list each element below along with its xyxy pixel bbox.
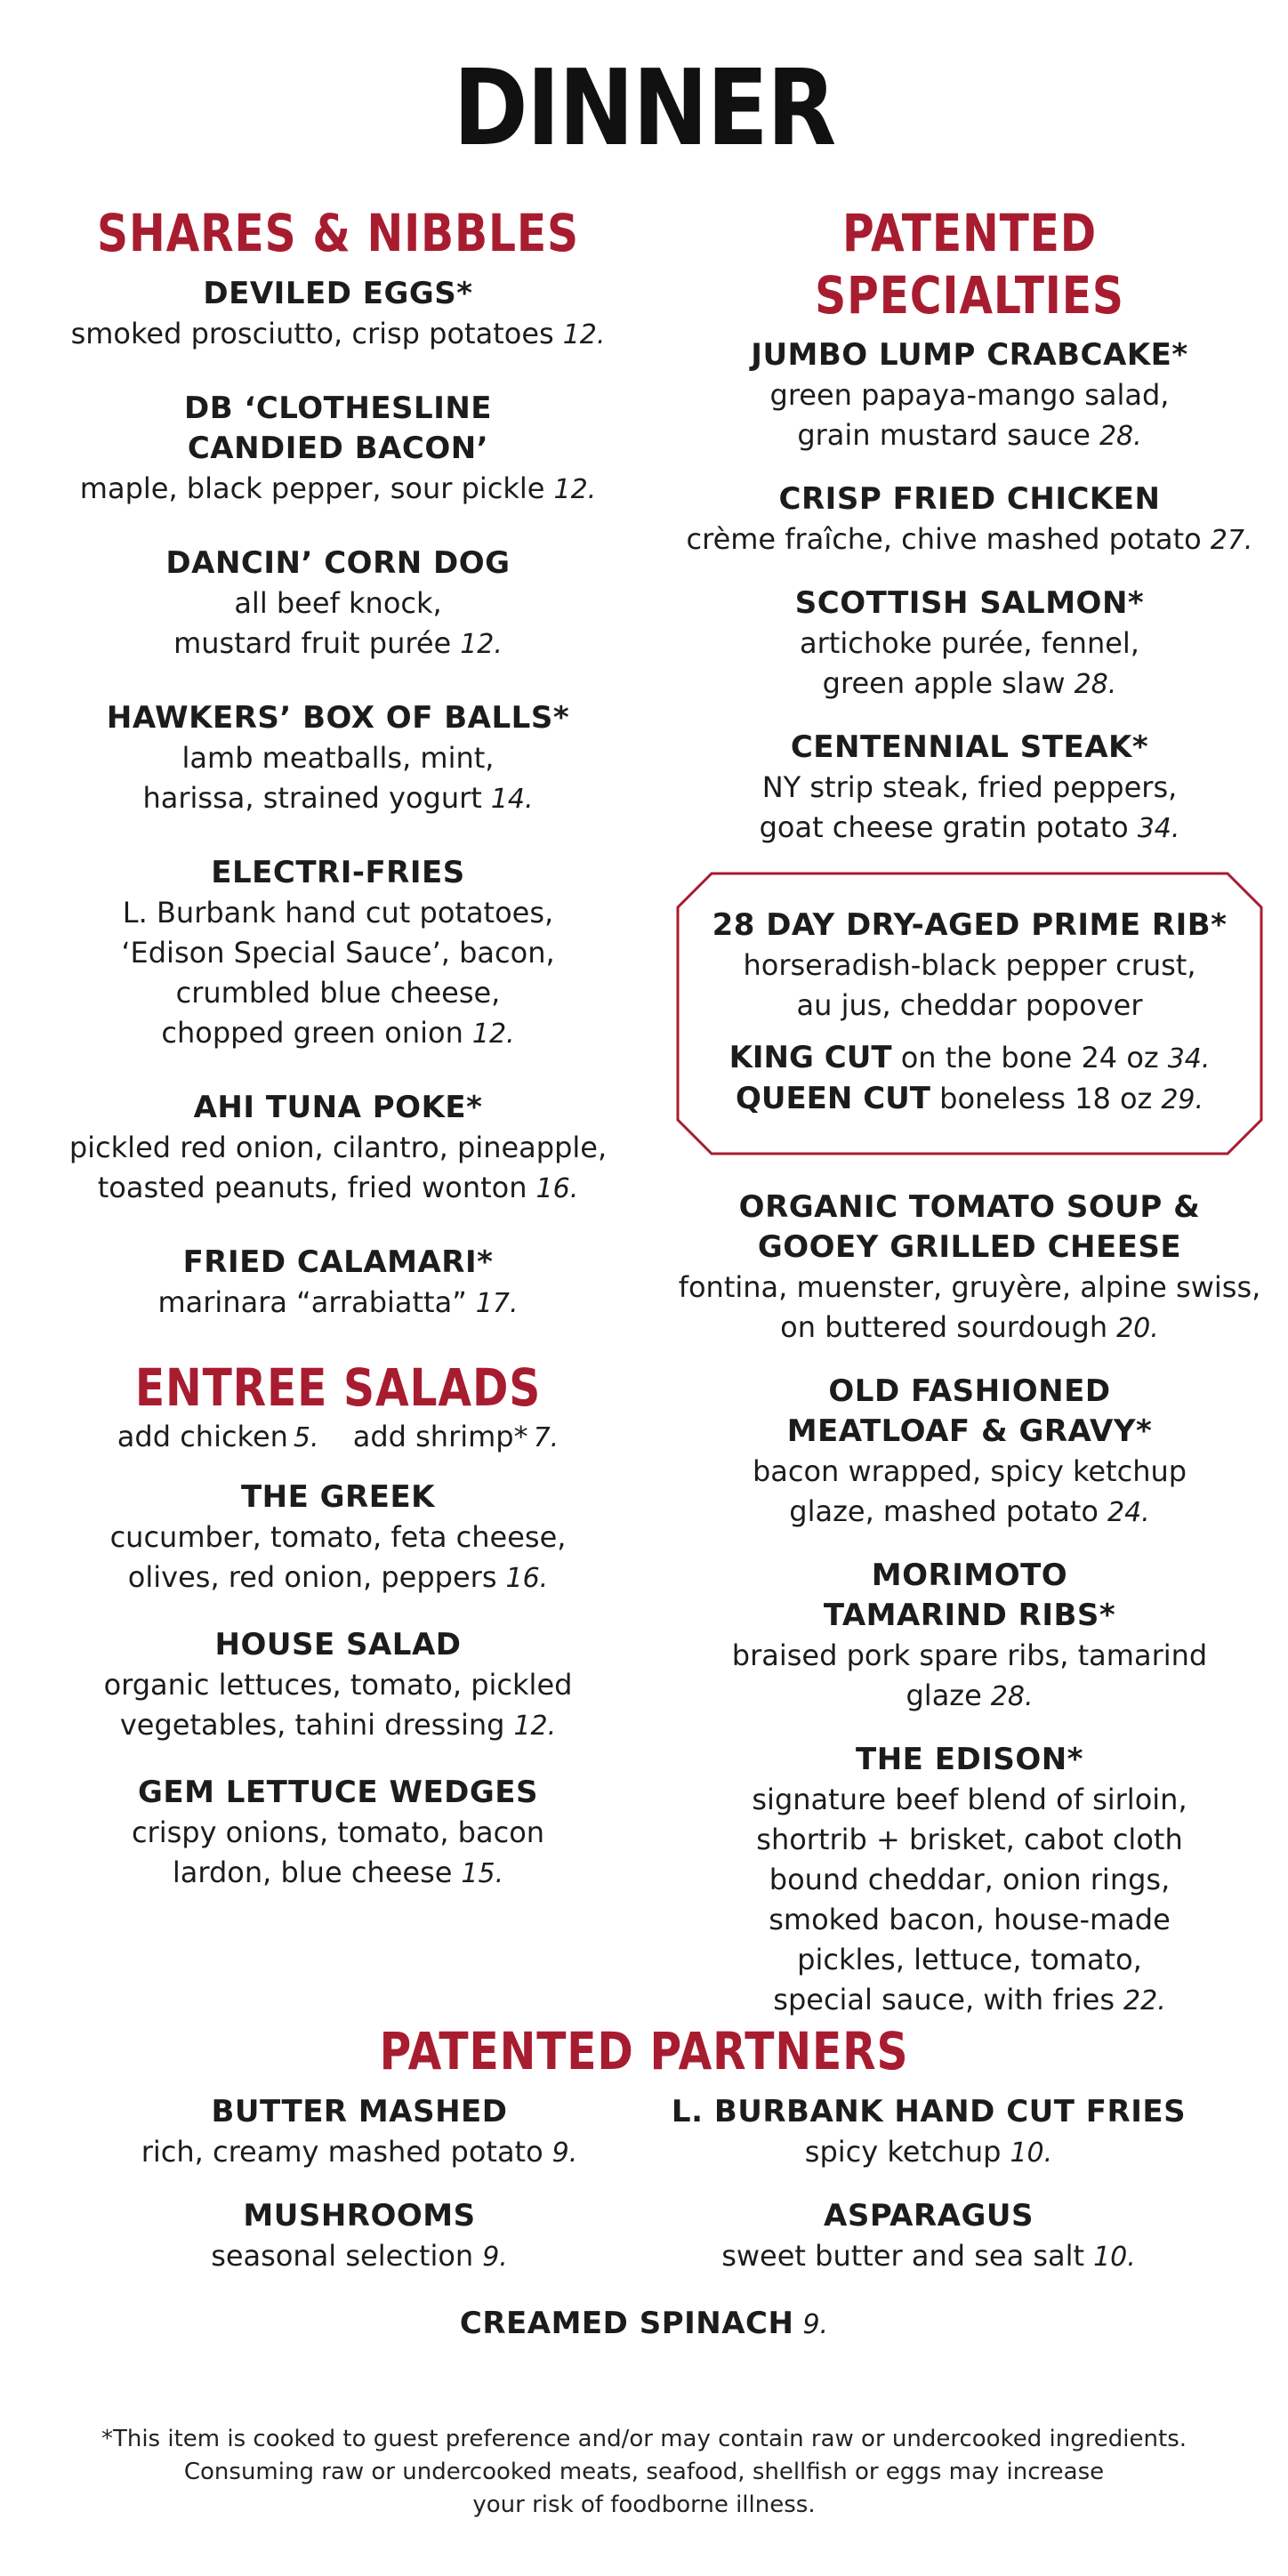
menu-item-desc-text: lardon, blue cheese: [172, 1856, 453, 1890]
menu-item-name: GEM LETTUCE WEDGES: [137, 1775, 539, 1811]
menu-item: [676, 1556, 1263, 1717]
menu-item-desc: [36, 1558, 640, 1598]
menu-item-desc: [36, 624, 640, 664]
menu-item-desc-text: smoked bacon, house-made: [769, 1903, 1171, 1937]
menu-item-price: 34.: [1137, 813, 1180, 845]
menu-item-name: MUSHROOMS: [243, 2197, 476, 2234]
king-cut-desc: on the bone 24 oz: [900, 1041, 1159, 1075]
menu-item-name: JUMBO LUMP CRABCAKE*: [751, 337, 1188, 374]
menu-item-desc: [676, 375, 1263, 415]
menu-item: [676, 584, 1263, 704]
menu-item-desc: [644, 2132, 1213, 2173]
footnote-line-1: *This item is cooked to guest preference and/or may contain raw or undercooked ingredients.: [101, 2426, 1187, 2452]
menu-item-desc-text: smoked prosciutto, crisp potatoes: [70, 316, 554, 350]
menu-item-name: THE EDISON*: [856, 1742, 1083, 1778]
menu-item-name: GOOEY GRILLED CHEESE: [757, 1229, 1182, 1266]
menu-item-name: AHI TUNA POKE*: [193, 1089, 483, 1125]
menu-item-desc-text: organic lettuces, tomato, pickled: [103, 1668, 573, 1703]
menu-item-desc: [36, 1128, 640, 1168]
menu-item: [36, 1773, 640, 1894]
menu-item-name: MEATLOAF & GRAVY*: [786, 1413, 1153, 1450]
menu-item-price: 12.: [553, 473, 597, 505]
menu-item-desc-text: sweet butter and sea salt: [721, 2238, 1085, 2273]
menu-item: [676, 479, 1263, 560]
partners-left-column: [75, 2092, 644, 2300]
menu-item-desc: [644, 2236, 1213, 2277]
menu-item-desc-text: chopped green onion: [161, 1015, 463, 1050]
menu-item: [676, 1740, 1263, 2021]
menu-item-price: 28.: [1099, 421, 1142, 453]
prime-rib-desc-1: horseradish-black pepper crust,: [743, 948, 1196, 983]
menu-item-price: 17.: [475, 1287, 519, 1319]
menu-item-desc-text: cucumber, tomato, feta cheese,: [109, 1520, 567, 1555]
menu-item-name: ORGANIC TOMATO SOUP &: [738, 1189, 1201, 1226]
menu-item: [676, 335, 1263, 456]
section-heading-salads: ENTREE SALADS: [134, 1356, 542, 1418]
menu-item-desc: [36, 778, 640, 819]
section-heading-shares: SHARES & NIBBLES: [97, 203, 579, 263]
menu-item: [676, 1187, 1263, 1348]
king-cut-name: KING CUT: [729, 1040, 892, 1076]
menu-item-price: 27.: [1210, 525, 1253, 557]
menu-item-price: 15.: [461, 1858, 504, 1890]
menu-item-desc: [676, 664, 1263, 704]
menu-item-desc: [75, 2132, 644, 2173]
menu-item-desc-text: signature beef blend of sirloin,: [752, 1783, 1187, 1817]
menu-item-desc-text: olives, red onion, peppers: [127, 1560, 497, 1595]
menu-item-name: DB ‘CLOTHESLINE: [183, 390, 493, 426]
menu-item: [36, 543, 640, 664]
specialties-list-bottom: [676, 1187, 1263, 2021]
menu-item-name: SCOTTISH SALMON*: [794, 585, 1145, 622]
menu-item-name: DANCIN’ CORN DOG: [165, 544, 511, 581]
menu-item-desc-text: braised pork spare ribs, tamarind glaze: [731, 1638, 1208, 1713]
menu-item-desc-text: spicy ketchup: [804, 2134, 1002, 2169]
menu-item-desc: [36, 1665, 640, 1705]
menu-item-price: 9.: [551, 2137, 578, 2169]
shares-list: [36, 274, 640, 1324]
menu-item-desc: [36, 973, 640, 1013]
menu-item: [75, 2092, 644, 2173]
menu-item-desc: [36, 1705, 640, 1746]
menu-item: [75, 2196, 644, 2277]
menu-item: [36, 274, 640, 355]
menu-item-desc-text: marinara “arrabiatta”: [157, 1284, 467, 1319]
menu-item-name: CRISP FRIED CHICKEN: [778, 481, 1161, 518]
menu-item-desc: [36, 1283, 640, 1324]
queen-cut-desc: boneless 18 oz: [939, 1082, 1153, 1116]
menu-item-desc-text: goat cheese gratin potato: [759, 810, 1129, 845]
menu-item-desc: [36, 738, 640, 778]
menu-item-name: CENTENNIAL STEAK*: [790, 729, 1149, 766]
menu-item-price: 9.: [482, 2241, 508, 2273]
menu-item: [36, 1625, 640, 1746]
menu-item-desc-text: lamb meatballs, mint,: [181, 740, 495, 775]
menu-item-desc: [676, 808, 1263, 849]
menu-item-desc-text: L. Burbank hand cut potatoes,: [122, 895, 554, 930]
menu-item-desc-text: fontina, muenster, gruyère, alpine swiss,: [678, 1270, 1261, 1305]
menu-item: [36, 1477, 640, 1598]
feature-box-border: [676, 872, 1263, 1155]
partners-grid: [0, 2092, 1288, 2300]
menu-item-desc: [36, 584, 640, 624]
partner-item-creamed-spinach: [0, 2304, 1288, 2345]
page-title: DINNER: [453, 46, 835, 169]
menu-item-desc: [676, 1268, 1263, 1308]
menu-item-desc-text: on buttered sourdough: [780, 1310, 1108, 1345]
partner-item-price: 9.: [802, 2308, 829, 2340]
menu-item: [644, 2092, 1213, 2173]
menu-item-desc: [676, 624, 1263, 664]
section-heading-specialties: PATENTED SPECIALTIES: [815, 203, 1124, 326]
menu-item-price: 12.: [513, 1711, 557, 1743]
menu-item-name: THE GREEK: [240, 1479, 436, 1516]
menu-item-desc-text: grain mustard sauce: [797, 418, 1091, 453]
addon-chicken-label: add chicken: [117, 1420, 288, 1454]
menu-item-desc-text: all beef knock,: [234, 585, 442, 620]
menu-item-name: CANDIED BACON’: [187, 430, 489, 466]
partners-right-column: [644, 2092, 1213, 2300]
menu-item-price: 12.: [471, 1018, 515, 1050]
menu-item-desc: [676, 1860, 1263, 1900]
menu-item: [36, 389, 640, 510]
menu-item-price: 20.: [1116, 1313, 1159, 1345]
menu-item-desc-text: vegetables, tahini dressing: [119, 1708, 505, 1743]
menu-item: [36, 1243, 640, 1324]
menu-item-price: 28.: [990, 1681, 1034, 1713]
menu-item-desc-text: toasted peanuts, fried wonton: [97, 1170, 527, 1204]
footnote-line-2: Consuming raw or undercooked meats, seafood, shellfish or eggs may increase: [183, 2459, 1105, 2485]
menu-item-name: BUTTER MASHED: [211, 2093, 508, 2129]
menu-item-price: 22.: [1123, 1985, 1166, 2017]
menu-item-name: ASPARAGUS: [824, 2197, 1034, 2234]
menu-item-desc: [676, 768, 1263, 808]
menu-item-desc-text: NY strip steak, fried peppers,: [761, 770, 1178, 805]
menu-item-desc-text: crumbled blue cheese,: [175, 975, 501, 1010]
menu-item-desc: [676, 519, 1263, 560]
footnote: [0, 2423, 1288, 2522]
menu-item-desc: [36, 1813, 640, 1853]
feature-box-outline: [678, 873, 1261, 1154]
menu-item-name: TAMARIND RIBS*: [823, 1598, 1116, 1634]
menu-item-desc-text: pickled red onion, cilantro, pineapple,: [68, 1130, 608, 1164]
menu-item-desc: [676, 1820, 1263, 1860]
menu-item: [644, 2196, 1213, 2277]
menu-item: [676, 728, 1263, 849]
menu-item-desc: [676, 1900, 1263, 1940]
menu-item-name: OLD FASHIONED: [828, 1373, 1111, 1410]
menu-item-desc: [75, 2236, 644, 2277]
menu-item-name: HOUSE SALAD: [214, 1627, 462, 1663]
menu-item-desc: [36, 933, 640, 973]
menu-item: [36, 1088, 640, 1209]
menu-item-desc: [676, 1636, 1263, 1717]
addon-chicken-price: 5.: [293, 1422, 319, 1454]
addon-shrimp-price: 7.: [533, 1422, 559, 1454]
queen-cut-price: 29.: [1161, 1084, 1204, 1116]
menu-item: [36, 853, 640, 1054]
partners-section: [0, 2021, 1288, 2345]
menu-item-desc: [36, 1168, 640, 1209]
menu-item-desc-text: mustard fruit purée: [173, 625, 452, 660]
menu-item-price: 16.: [505, 1563, 549, 1595]
menu-item-desc-text: green papaya-mango salad,: [769, 378, 1170, 413]
partner-item-name: CREAMED SPINACH: [459, 2305, 794, 2341]
king-cut-price: 34.: [1167, 1043, 1211, 1075]
menu-item-price: 14.: [490, 783, 534, 815]
menu-item-desc: [36, 1853, 640, 1894]
menu-item-desc-text: pickles, lettuce, tomato,: [797, 1943, 1142, 1977]
menu-item-price: 10.: [1010, 2137, 1053, 2169]
menu-item-name: DEVILED EGGS*: [203, 275, 473, 311]
menu-item-name: L. BURBANK HAND CUT FRIES: [671, 2093, 1187, 2129]
prime-rib-name: 28 DAY DRY-AGED PRIME RIB*: [712, 907, 1228, 944]
menu-item-name: ELECTRI-FRIES: [211, 854, 465, 890]
prime-rib-desc-2: au jus, cheddar popover: [796, 988, 1143, 1023]
menu-item-desc-text: artichoke purée, fennel,: [800, 626, 1139, 661]
menu-item-desc: [36, 1517, 640, 1558]
menu-item-desc: [36, 1013, 640, 1054]
menu-item-desc-text: bound cheddar, onion rings,: [769, 1863, 1171, 1897]
queen-cut-name: QUEEN CUT: [735, 1081, 930, 1117]
menu-item-desc-text: shortrib + brisket, cabot cloth: [756, 1823, 1183, 1857]
specialties-list-top: [676, 335, 1263, 849]
menu-item-price: 12.: [460, 628, 503, 660]
menu-item-desc-text: seasonal selection: [211, 2238, 474, 2273]
menu-item-desc-text: special sauce, with fries: [773, 1983, 1115, 2017]
menu-item-price: 24.: [1107, 1497, 1150, 1529]
right-column: [676, 203, 1263, 2044]
menu-item-desc: [36, 314, 640, 355]
menu-item-desc-text: bacon wrapped, spicy ketchup: [752, 1454, 1187, 1489]
menu-item-desc-text: crème fraîche, chive mashed potato: [686, 522, 1202, 557]
menu-item-desc-text: crispy onions, tomato, bacon: [131, 1815, 545, 1850]
menu-item-desc-text: rich, creamy mashed potato: [141, 2134, 543, 2169]
menu-item-desc: [676, 1980, 1263, 2021]
section-heading-partners: PATENTED PARTNERS: [379, 2021, 909, 2081]
menu-item-name: FRIED CALAMARI*: [182, 1244, 494, 1280]
salad-addons: [36, 1419, 640, 1456]
menu-item-price: 10.: [1093, 2241, 1136, 2273]
menu-item-price: 12.: [562, 318, 606, 350]
menu-item-desc-text: ‘Edison Special Sauce’, bacon,: [121, 935, 555, 970]
menu-item-name: MORIMOTO: [871, 1558, 1068, 1594]
menu-item-desc: [676, 1780, 1263, 1820]
menu-item-desc-text: maple, black pepper, sour pickle: [79, 471, 545, 505]
prime-rib-feature-box: [676, 872, 1263, 1150]
footnote-line-3: your risk of foodborne illness.: [472, 2491, 816, 2518]
salads-list: [36, 1477, 640, 1894]
menu-item-desc: [36, 893, 640, 933]
menu-item-price: 16.: [535, 1172, 579, 1204]
menu-item-desc: [676, 1452, 1263, 1492]
menu-item-desc-text: harissa, strained yogurt: [142, 780, 482, 815]
menu-item-desc: [676, 1492, 1263, 1533]
menu-item-name: HAWKERS’ BOX OF BALLS*: [106, 699, 570, 736]
menu-item: [676, 1372, 1263, 1533]
menu-item: [36, 698, 640, 819]
left-column: [36, 203, 640, 1920]
menu-item-desc: [676, 1308, 1263, 1348]
menu-item-desc-text: green apple slaw: [822, 666, 1066, 701]
menu-item-price: 28.: [1074, 669, 1117, 701]
menu-item-desc-text: glaze, mashed potato: [789, 1494, 1099, 1529]
menu-item-desc: [676, 1940, 1263, 1980]
addon-shrimp-label: add shrimp*: [352, 1420, 528, 1454]
menu-item-desc: [676, 415, 1263, 456]
menu-item-desc: [36, 469, 640, 510]
